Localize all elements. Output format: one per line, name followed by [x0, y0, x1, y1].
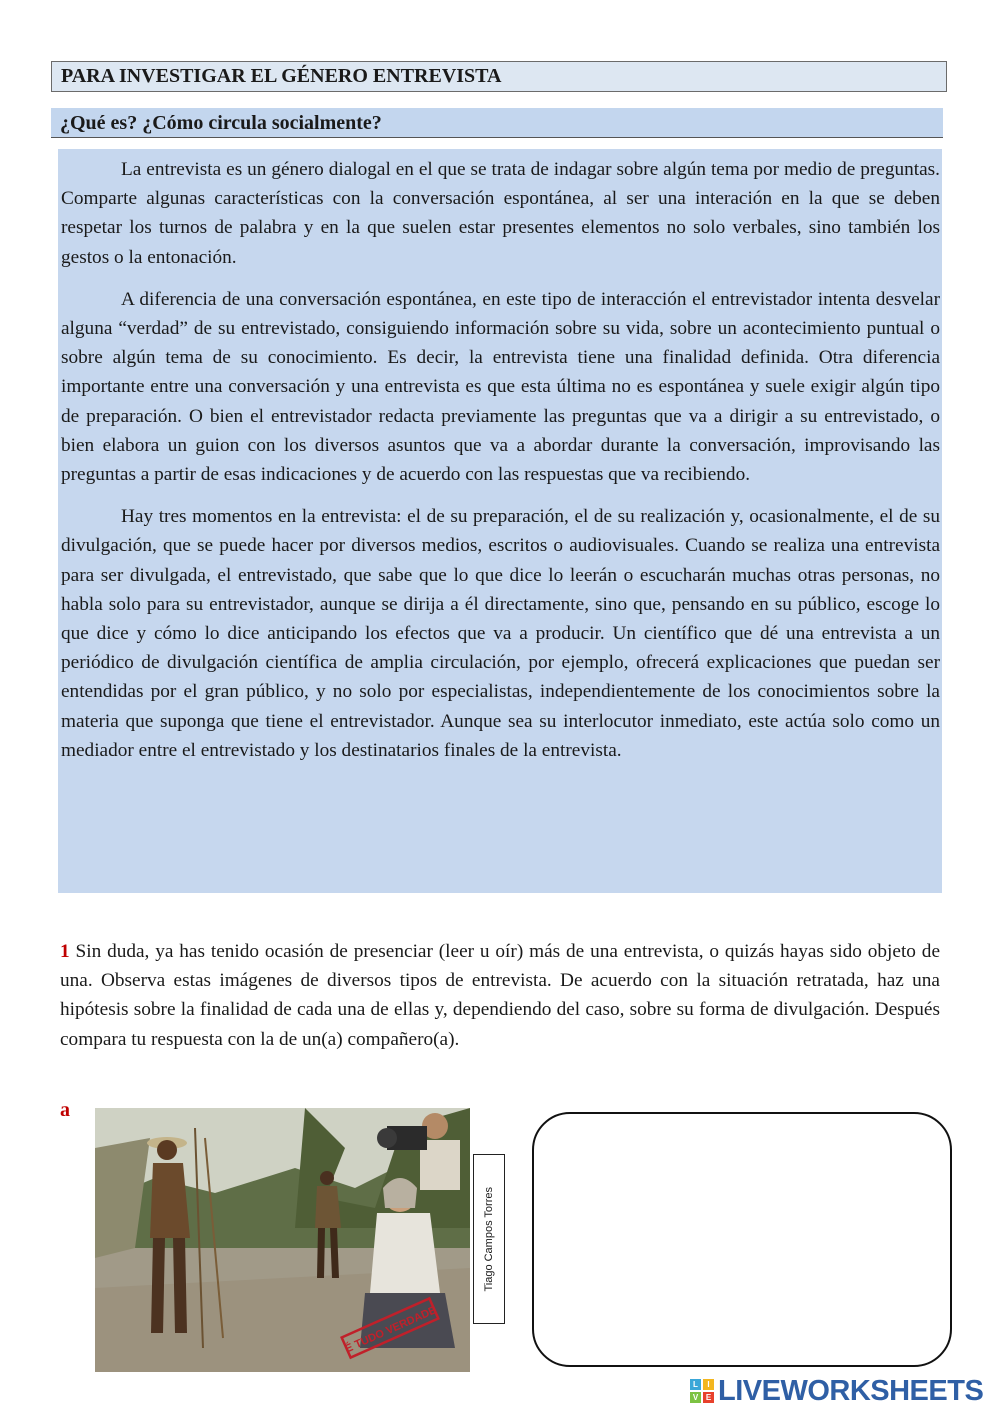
activity-text: Sin duda, ya has tenido ocasión de presenciar (leer u oír) más de una entrevista, o quizás hayas sido objeto de una. Observa estas imágenes de diversos tipos de entrevista. De acuerdo con la situación retratada, haz una hipótesis sobre la finalidad de cada una de ellas y, dependiendo del caso, sobre su forma de divulgación. Después compara tu respuesta con la de un(a) compañero(a). [60, 941, 940, 1050]
section-heading: ¿Qué es? ¿Cómo circula socialmente? [51, 108, 943, 138]
logo-letter-l: L [690, 1379, 701, 1390]
page-title: PARA INVESTIGAR EL GÉNERO ENTREVISTA [51, 61, 947, 92]
photo-stamp: É TUDO VERDADE [343, 1304, 439, 1356]
logo-letter-v: V [690, 1392, 701, 1403]
answer-box-a[interactable] [532, 1112, 952, 1367]
photo-illustration [95, 1108, 470, 1372]
activity-number: 1 [60, 941, 70, 962]
interview-photo [95, 1108, 470, 1372]
paragraph-3: Hay tres momentos en la entrevista: el de su preparación, el de su realización y, ocasionalmente, el de su divulgación, que se puede hacer por diversos medios, escritos o audiovisuales. Cuando se realiza una entrevista para ser divulgada, el entrevistado, que sabe que lo que dice lo leerán o escucharán muchas otras personas, no habla solo para su entrevistador, aunque se dirija a él directamente, sino que, pensando en su público, escoge lo que dice y cómo lo dice anticipando los efectos que va a producir. Un científico que dé una entrevista a un periódico de divulgación científica de amplia circulación, por ejemplo, ofrecerá explicaciones que puedan ser entendidas por el gran público, y no solo por especialistas, independientemente de los conocimientos sobre la materia que suponga que tiene el entrevistador. Aunque sea su interlocutor inmediato, este actúa solo como un mediador entre el entrevistado y los destinatarios finales de la entrevista. [61, 506, 940, 761]
item-label-a: a [60, 1099, 70, 1121]
logo-letter-i: I [703, 1379, 714, 1390]
logo-letter-e: E [703, 1392, 714, 1403]
logo-text: LIVEWORKSHEETS [718, 1374, 984, 1407]
liveworksheets-logo [690, 1374, 983, 1408]
paragraph-1: La entrevista es un género dialogal en el que se trata de indagar sobre algún tema por medio de preguntas. Comparte algunas características con la conversación espontánea, al ser una interación en la que se deben respetar los turnos de palabra y en la que suelen estar presentes elementos no solo verbales, sino también los gestos o la entonación. [61, 159, 940, 268]
logo-mark [690, 1379, 714, 1403]
activity-instructions [60, 937, 940, 1054]
info-panel [58, 149, 942, 893]
photo-credit-box [473, 1154, 505, 1324]
paragraph-2: A diferencia de una conversación espontánea, en este tipo de interacción el entrevistador intenta desvelar alguna “verdad” de su entrevistado, consiguiendo información sobre su vida, sobre un acontecimiento puntual o sobre algún tema de su conocimiento. Es decir, la entrevista tiene una finalidad definida. Otra diferencia importante entre una conversación y una entrevista es que esta última no es espontánea y suele exigir algún tipo de preparación. O bien el entrevistador redacta previamente las preguntas que va a dirigir a su entrevistado, o bien elabora un guion con los diversos asuntos que va a abordar durante la conversación, improvisando las preguntas a partir de esas indicaciones y de acuerdo con las respuestas que va recibiendo. [61, 288, 940, 486]
photo-credit: Tiago Campos Torres [483, 1186, 495, 1292]
